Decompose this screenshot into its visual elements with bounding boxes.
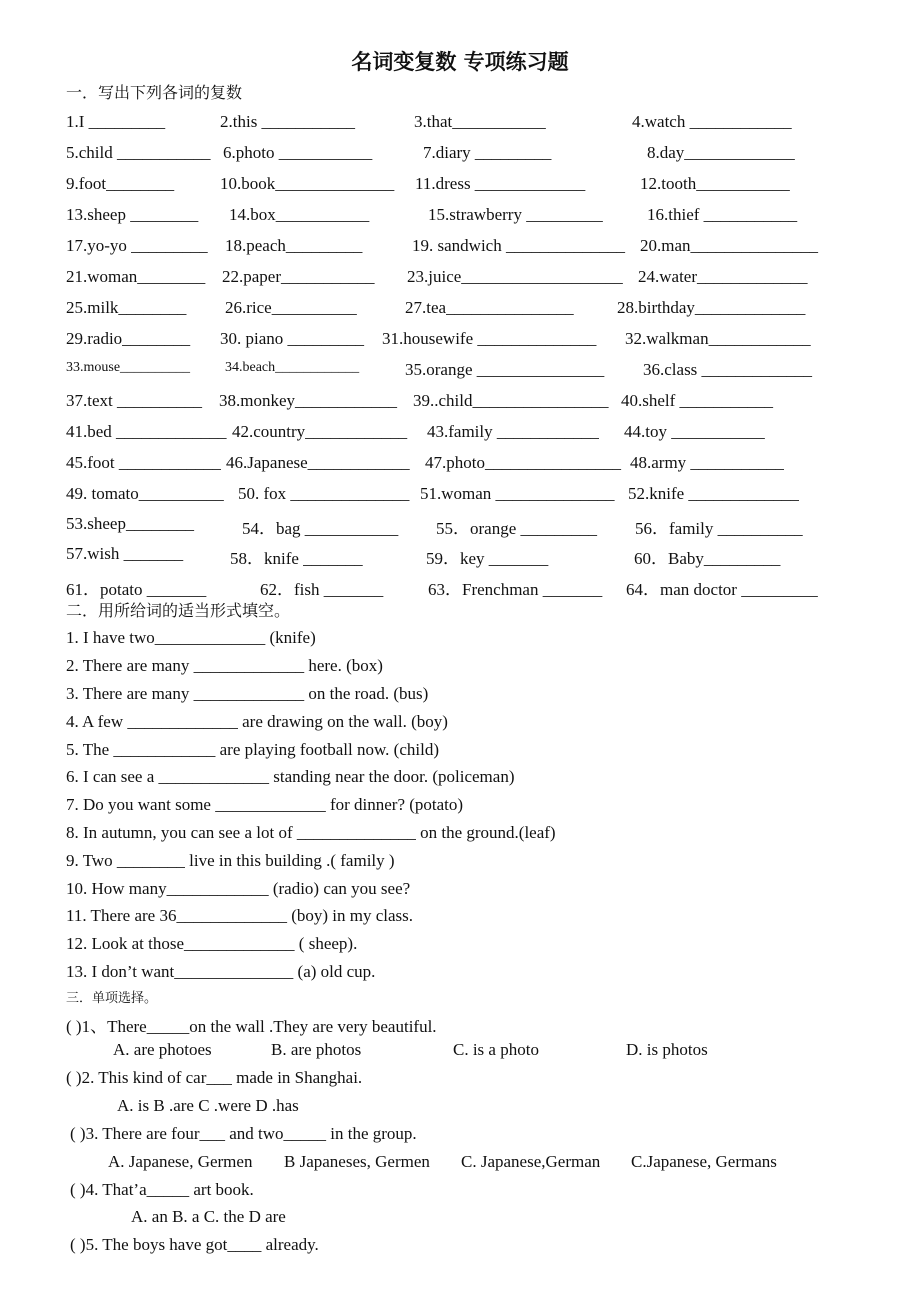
word-item: 33.mouse__________ — [66, 360, 191, 375]
word-item: 8.day_____________ — [647, 143, 795, 162]
word-item: 61．potato _______ — [66, 580, 207, 599]
fill-item: 9. Two ________ live in this building .( family ) — [66, 851, 395, 870]
word-item: 50. fox ______________ — [238, 484, 410, 503]
word-item: 45.foot ____________ — [66, 453, 221, 472]
fill-item: 11. There are 36_____________ (boy) in my class. — [66, 906, 414, 925]
option-d: C.Japanese, Germans — [631, 1152, 777, 1171]
word-item: 44.toy ___________ — [624, 422, 765, 441]
word-item: 60．Baby_________ — [634, 549, 781, 568]
option-a: A. are photoes — [113, 1040, 212, 1059]
word-item: 28.birthday_____________ — [617, 298, 806, 317]
word-item: 5.child ___________ — [66, 143, 211, 162]
word-item: 47.photo________________ — [425, 453, 621, 472]
word-item: 20.man_______________ — [640, 236, 819, 255]
fill-item: 3. There are many _____________ on the road. (bus) — [66, 684, 429, 703]
question-options: A. is B .are C .were D .has — [117, 1096, 299, 1115]
word-item: 30. piano _________ — [220, 329, 365, 348]
word-item: 3.that___________ — [414, 112, 546, 131]
question-stem: ( )3. There are four___ and two_____ in the group. — [70, 1124, 417, 1143]
word-item: 35.orange _______________ — [405, 360, 605, 379]
option-b: B Japaneses, Germen — [284, 1152, 430, 1171]
word-item: 4.watch ____________ — [632, 112, 792, 131]
option-d: D. is photos — [626, 1040, 708, 1059]
word-item: 21.woman________ — [66, 267, 206, 286]
question-stem: ( )5. The boys have got____ already. — [70, 1235, 319, 1254]
word-item: 49. tomato__________ — [66, 484, 224, 503]
word-item: 59．key _______ — [426, 549, 549, 568]
fill-item: 5. The ____________ are playing football now. (child) — [66, 740, 439, 759]
word-item: 10.book______________ — [220, 174, 395, 193]
word-item: 14.box___________ — [229, 205, 370, 224]
fill-item: 8. In autumn, you can see a lot of ______________ on the ground.(leaf) — [66, 823, 556, 842]
word-item: 15.strawberry _________ — [428, 205, 603, 224]
word-item: 37.text __________ — [66, 391, 202, 410]
word-item: 62．fish _______ — [260, 580, 384, 599]
option-c: C. is a photo — [453, 1040, 539, 1059]
word-item: 38.monkey____________ — [219, 391, 398, 410]
word-item: 16.thief ___________ — [647, 205, 798, 224]
fill-item: 7. Do you want some _____________ for dinner? (potato) — [66, 795, 464, 814]
word-item: 40.shelf ___________ — [621, 391, 774, 410]
question-stem: ( )2. This kind of car___ made in Shanghai. — [66, 1068, 363, 1087]
fill-item: 4. A few _____________ are drawing on the wall. (boy) — [66, 712, 448, 731]
page-title: 名词变复数 专项练习题 — [351, 50, 569, 74]
word-item: 56．family __________ — [635, 519, 803, 538]
question-stem: ( )1、There_____on the wall .They are very beautiful. — [66, 1017, 437, 1036]
word-item: 51.woman ______________ — [420, 484, 615, 503]
word-item: 39..child________________ — [413, 391, 609, 410]
word-item: 27.tea_______________ — [405, 298, 574, 317]
word-item: 25.milk________ — [66, 298, 187, 317]
word-item: 9.foot________ — [66, 174, 175, 193]
word-item: 46.Japanese____________ — [226, 453, 410, 472]
fill-item: 6. I can see a _____________ standing near the door. (policeman) — [66, 767, 515, 786]
fill-item: 12. Look at those_____________ ( sheep). — [66, 934, 358, 953]
word-item: 13.sheep ________ — [66, 205, 199, 224]
word-item: 22.paper___________ — [222, 267, 375, 286]
fill-item: 2. There are many _____________ here. (box) — [66, 656, 383, 675]
word-item: 1.I _________ — [66, 112, 166, 131]
word-item: 55．orange _________ — [436, 519, 598, 538]
word-item: 57.wish _______ — [66, 544, 184, 563]
word-item: 43.family ____________ — [427, 422, 599, 441]
word-item: 63．Frenchman _______ — [428, 580, 603, 599]
section2-heading: 二．用所给词的适当形式填空。 — [66, 601, 291, 620]
word-item: 48.army ___________ — [630, 453, 784, 472]
word-item: 7.diary _________ — [423, 143, 552, 162]
word-item: 52.knife _____________ — [628, 484, 799, 503]
word-item: 41.bed _____________ — [66, 422, 227, 441]
word-item: 11.dress _____________ — [415, 174, 586, 193]
section3-heading: 三．单项选择。 — [66, 991, 158, 1006]
word-item: 42.country____________ — [232, 422, 408, 441]
section1-heading: 一．写出下列各词的复数 — [66, 83, 243, 102]
fill-item: 10. How many____________ (radio) can you see? — [66, 879, 411, 898]
option-a: A. Japanese, Germen — [108, 1152, 253, 1171]
word-item: 29.radio________ — [66, 329, 191, 348]
word-item: 26.rice__________ — [225, 298, 357, 317]
word-item: 58．knife _______ — [230, 549, 363, 568]
word-item: 54．bag ___________ — [242, 519, 399, 538]
word-item: 34.beach____________ — [225, 360, 360, 375]
fill-item: 1. I have two_____________ (knife) — [66, 628, 316, 647]
word-item: 12.tooth___________ — [640, 174, 790, 193]
question-options: A. an B. a C. the D are — [131, 1207, 286, 1226]
word-item: 17.yo-yo _________ — [66, 236, 208, 255]
option-c: C. Japanese,German — [461, 1152, 601, 1171]
word-item: 18.peach_________ — [225, 236, 363, 255]
word-item: 19. sandwich ______________ — [412, 236, 625, 255]
word-item: 32.walkman____________ — [625, 329, 811, 348]
word-item: 2.this ___________ — [220, 112, 356, 131]
word-item: 6.photo ___________ — [223, 143, 373, 162]
word-item: 23.juice___________________ — [407, 267, 623, 286]
word-item: 24.water_____________ — [638, 267, 808, 286]
word-item: 64．man doctor _________ — [626, 580, 818, 599]
word-item: 53.sheep________ — [66, 514, 194, 533]
word-item: 31.housewife ______________ — [382, 329, 597, 348]
option-b: B. are photos — [271, 1040, 362, 1059]
question-stem: ( )4. That’a_____ art book. — [70, 1180, 254, 1199]
fill-item: 13. I don’t want______________ (a) old cup. — [66, 962, 376, 981]
word-item: 36.class _____________ — [643, 360, 813, 379]
